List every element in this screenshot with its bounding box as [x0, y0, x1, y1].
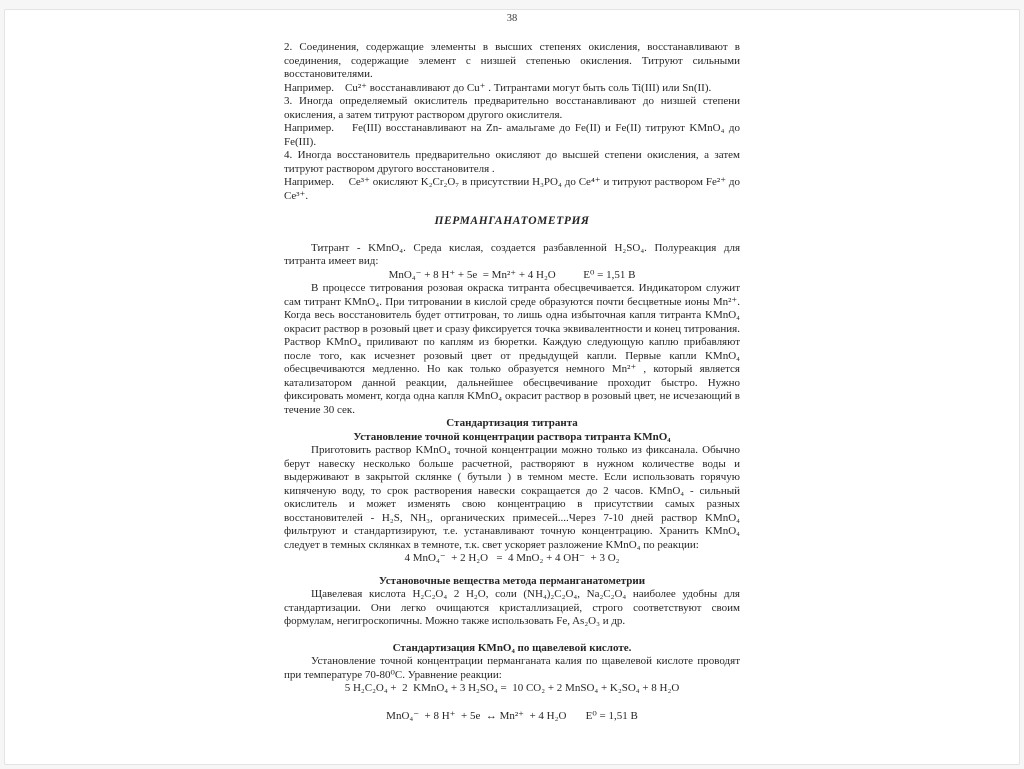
list-item-reducer-preoxidation: 4. Иногда восстановитель предварительно окисляют до высшей степени окисления, а затем титруют раствором другого восстановителя . [284, 149, 740, 175]
heading-titrant-standardization: Стандартизация титранта [446, 417, 578, 429]
page-content [284, 41, 740, 723]
para-oxalic-intro: Установление точной концентрации перманганата калия по щавелевой кислоте проводят при температуре 70-80⁰С. Уравнение реакции: [284, 655, 740, 681]
example-iron: Например. Fe(III) восстанавливают на Zn- амальгаме до Fe(II) и Fe(II) титруют KMnO₄ до Fe(III). [284, 122, 740, 148]
formula-oxalic-reaction: 5 H₂C₂O₄ + 2 KMnO₄ + 3 H₂SO₄ = 10 CO₂ + 2 MnSO₄ + K₂SO₄ + 8 H₂O [344, 682, 680, 694]
formula-half-reaction: MnO₄⁻ + 8 H⁺ + 5e = Mn²⁺ + 4 H₂O E⁰ = 1,51 В [388, 268, 636, 281]
heading-oxalic-standardization: Стандартизация KMnO₄ по щавелевой кислоте. [392, 641, 632, 654]
para-reference-substances: Щавелевая кислота H₂C₂O₄ 2 H₂O, соли (NH₄)₂C₂O₄, Na₂C₂O₄ наиболее удобны для стандартизации. Они легко очищаются кристаллизацией, строго соответствуют своим формулам, негигроскопичны. Можно также использовать Fe, As₂O₃ и др. [284, 588, 740, 627]
section-title-permanganatometry: ПЕРМАНГАНАТОМЕТРИЯ [434, 215, 590, 227]
example-cerium: Например. Ce³⁺ окисляют K₂Cr₂O₇ в присутствии H₃PO₄ до Ce⁴⁺ и титруют раствором Fe²⁺ до Ce³⁺. [284, 176, 740, 202]
list-item-oxidizer-prereduction: 3. Иногда определяемый окислитель предварительно восстанавливают до низшей степени окисления, а затем титруют раствором другого окислителя. [284, 95, 740, 121]
para-titration-process: В процессе титрования розовая окраска титранта обесцвечивается. Индикатором служит сам титрант KMnO₄. При титровании в кислой среде образуются почти бесцветные ионы Mn²⁺. Когда весь восстановитель будет оттитрован, то лишь одна избыточная капля титранта KMnO₄ окрасит раствор в розовый цвет и сразу фиксируется точка эквивалентности и конец титрования. Раствор KMnO₄ приливают по каплям из бюретки. Каждую следующую каплю прибавляют после того, как исчезнет розовый цвет от предыдущей капли. Первые капли KMnO₄ обесцвечиваются медленно. Но как только образуется немного Mn²⁺ , который является катализатором данной реакции, дальнейшее обесцвечивание проходит быстро. Нужно фиксировать момент, когда одна капля KMnO₄ окрасит раствор в розовый цвет, не исчезающий в течение 30 сек. [284, 282, 740, 416]
document-page [4, 9, 1020, 765]
heading-reference-substances: Установочные вещества метода перманганатометрии [378, 574, 646, 587]
example-copper: Например. Cu²⁺ восстанавливают до Cu⁺ . Титрантами могут быть соль Ti(III) или Sn(II). [284, 81, 712, 94]
para-titrant-intro: Титрант - KMnO₄. Среда кислая, создается разбавленной H₂SO₄. Полуреакция для титранта имеет вид: [284, 241, 740, 267]
page-number: 38 [506, 13, 518, 24]
para-solution-preparation: Приготовить раствор KMnO₄ точной концентрации можно только из фиксанала. Обычно берут навеску несколько больше расчетной, растворяют в нужном количестве воды и выдерживают в закрытой склянке ( бутыли ) в темном месте. Если использовать горячую кипяченую воду, то срок растворения навески сокращается до 2 часов. KMnO₄ - сильный окислитель и может изменять свою концентрацию в присутствии самых разных восстановителей - H₂S, NH₃, органических примесей....Через 7-10 дней раствор KMnO₄ фильтруют и стандартизируют, т.е. устанавливают точную концентрацию. Хранить KMnO₄ следует в темных склянках в темноте, т.к. свет ускоряет разложение KMnO₄ по реакции: [284, 444, 740, 551]
list-item-compounds-reduction: 2. Соединения, содержащие элементы в высших степенях окисления, восстанавливают в соединения, содержащие элемент с низшей степенью окисления. Титруют сильными восстановителями. [284, 41, 740, 80]
formula-decomposition-reaction: 4 MnO₄⁻ + 2 H₂O = 4 MnO₂ + 4 OH⁻ + 3 O₂ [404, 552, 620, 564]
formula-half-reaction-repeat: MnO₄⁻ + 8 H⁺ + 5e ↔ Mn²⁺ + 4 H₂O E⁰ = 1,51 В [386, 709, 638, 722]
heading-exact-concentration: Установление точной концентрации раствора титранта KMnO₄ [353, 430, 671, 443]
